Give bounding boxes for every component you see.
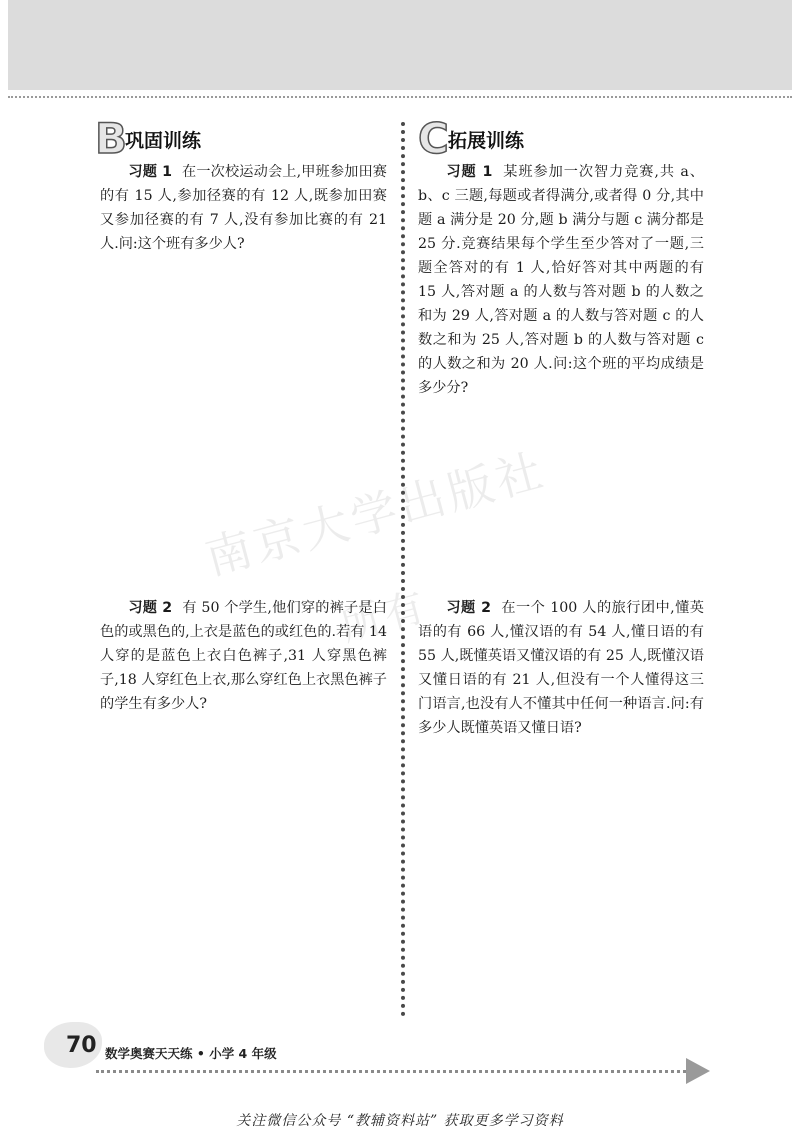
problem-c2 bbox=[418, 596, 704, 740]
section-b-title: 巩固训练 bbox=[125, 130, 202, 152]
footer-arrow-icon bbox=[686, 1058, 710, 1084]
watermark-publisher: 南京大学出版社 bbox=[199, 442, 552, 586]
section-c-title: 拓展训练 bbox=[448, 130, 525, 152]
section-b-letter: B bbox=[95, 114, 128, 163]
column-divider bbox=[401, 122, 405, 1017]
problem-label: 习题 1 bbox=[128, 164, 172, 180]
problem-text: 在一个 100 人的旅行团中,懂英语的有 66 人,懂汉语的有 54 人,懂日语的有 55 人,既懂英语又懂汉语的有 25 人,既懂汉语又懂日语的有 21 人,但没有一个人懂得这三门语言,也没有人不懂其中任何一种语言.问:有多少人既懂英语又懂日语? bbox=[418, 600, 704, 736]
problem-b1 bbox=[100, 160, 387, 256]
header-band bbox=[8, 0, 792, 90]
bottom-note: 关注微信公众号 “教辅资料站” 获取更多学习资料 bbox=[236, 1113, 564, 1129]
problem-text: 有 50 个学生,他们穿的裤子是白色的或黑色的,上衣是蓝色的或红色的.若有 14 人穿的是蓝色上衣白色裤子,31 人穿黑色裤子,18 人穿红色上衣,那么穿红色上衣黑色裤子的学生有多少人? bbox=[100, 600, 387, 712]
problem-label: 习题 2 bbox=[446, 600, 491, 616]
section-c-heading bbox=[418, 114, 618, 163]
problem-text: 某班参加一次智力竞赛,共 a、b、c 三题,每题或者得满分,或者得 0 分,其中题 a 满分是 20 分,题 b 满分与题 c 满分都是 25 分.竞赛结果每个学生至少答对了一题,三题全答对的有 1 人,恰好答对其中两题的有 15 人,答对题 a 的人数与答对题 b 的人数之和为 29 人,答对题 a 的人数与答对题 c 的人数之和为 25 人,答对题 b 的人数与答对题 c 的人数之和为 20 人.问:这个班的平均成绩是多少分? bbox=[418, 164, 704, 396]
header-divider bbox=[8, 96, 792, 98]
problem-label: 习题 2 bbox=[128, 600, 173, 616]
problem-label: 习题 1 bbox=[446, 164, 493, 180]
section-c-letter: C bbox=[418, 114, 449, 163]
watermark-rights: 所有 bbox=[336, 583, 434, 651]
problem-b2 bbox=[100, 596, 387, 716]
page-number-badge bbox=[58, 1028, 98, 1066]
problem-text: 在一次校运动会上,甲班参加田赛的有 15 人,参加径赛的有 12 人,既参加田赛又参加径赛的有 7 人,没有参加比赛的有 21 人.问:这个班有多少人? bbox=[100, 164, 387, 252]
page-number: 70 bbox=[66, 1033, 97, 1058]
book-title: 数学奥赛天天练 • 小学 4 年级 bbox=[105, 1046, 277, 1061]
problem-c1 bbox=[418, 160, 704, 400]
footer-divider bbox=[96, 1070, 686, 1073]
section-b-heading bbox=[95, 114, 295, 163]
